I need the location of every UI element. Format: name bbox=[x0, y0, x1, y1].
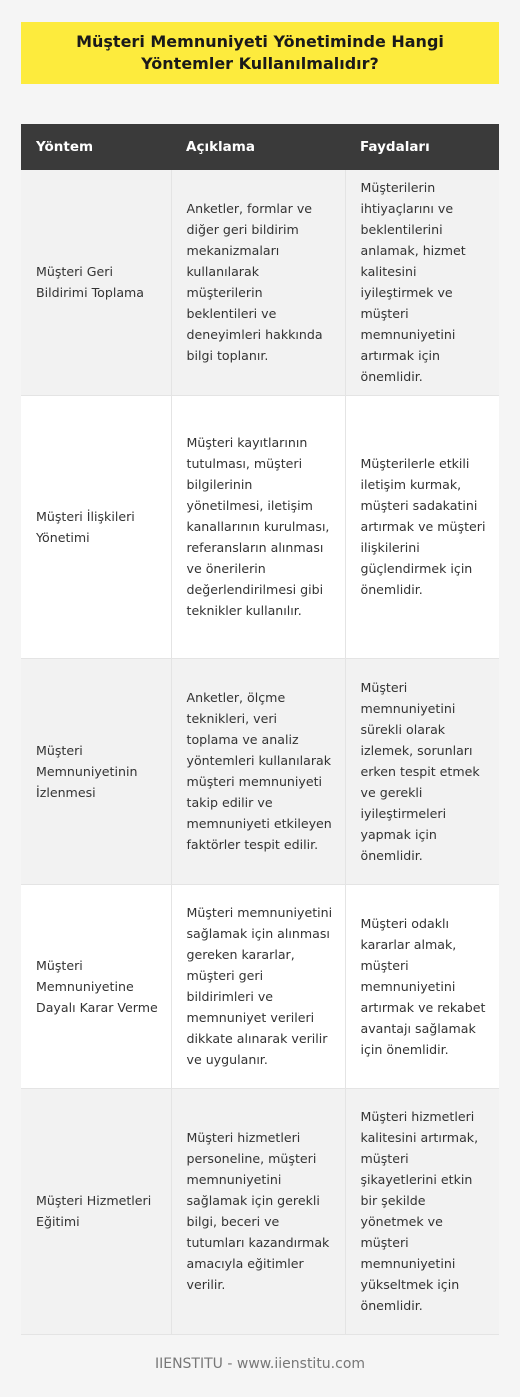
footer-credit: IIENSTITU - www.iienstitu.com bbox=[154, 1356, 366, 1372]
cell-description: Müşteri memnuniyetini sağlamak için alınması gereken kararlar, müşteri geri bildirimleri ve memnuniyet verileri dikkate alınarak verilir ve uygulanır. bbox=[171, 884, 345, 1088]
cell-description: Anketler, formlar ve diğer geri bildirim mekanizmaları kullanılarak müşterilerin beklentileri ve deneyimleri hakkında bilgi toplanır. bbox=[171, 170, 345, 395]
table-row bbox=[21, 1088, 499, 1334]
cell-benefits: Müşteri odaklı kararlar almak, müşteri memnuniyetini artırmak ve rekabet avantajı sağlamak için önemlidir. bbox=[345, 884, 499, 1088]
methods-table bbox=[21, 124, 499, 1335]
page-title: Müşteri Memnuniyeti Yönetiminde Hangi Yöntemler Kullanılmalıdır? bbox=[76, 32, 444, 73]
header-benefits: Faydaları bbox=[345, 124, 499, 170]
header-description: Açıklama bbox=[171, 124, 345, 170]
cell-method: Müşteri Memnuniyetine Dayalı Karar Verme bbox=[21, 884, 171, 1088]
cell-benefits: Müşteri hizmetleri kalitesini artırmak, müşteri şikayetlerini etkin bir şekilde yönetmek ve müşteri memnuniyetini yükseltmek için önemlidir. bbox=[345, 1088, 499, 1334]
cell-description: Müşteri hizmetleri personeline, müşteri memnuniyetini sağlamak için gerekli bilgi, beceri ve tutumları kazandırmak amacıyla eğitimler verilir. bbox=[171, 1088, 345, 1334]
cell-benefits: Müşterilerin ihtiyaçlarını ve beklentilerini anlamak, hizmet kalitesini iyileştirmek ve müşteri memnuniyetini artırmak için önemlidir. bbox=[345, 170, 499, 395]
header-method: Yöntem bbox=[21, 124, 171, 170]
title-banner bbox=[21, 22, 499, 84]
cell-description: Anketler, ölçme teknikleri, veri toplama ve analiz yöntemleri kullanılarak müşteri memnuniyeti takip edilir ve memnuniyeti etkileyen faktörler tespit edilir. bbox=[171, 658, 345, 884]
table-row bbox=[21, 884, 499, 1088]
cell-method: Müşteri Hizmetleri Eğitimi bbox=[21, 1088, 171, 1334]
cell-benefits: Müşteri memnuniyetini sürekli olarak izlemek, sorunları erken tespit etmek ve gerekli iyileştirmeleri yapmak için önemlidir. bbox=[345, 658, 499, 884]
cell-method: Müşteri İlişkileri Yönetimi bbox=[21, 395, 171, 658]
cell-benefits: Müşterilerle etkili iletişim kurmak, müşteri sadakatini artırmak ve müşteri ilişkilerini güçlendirmek için önemlidir. bbox=[345, 395, 499, 658]
table-header-row bbox=[21, 124, 499, 170]
table-row bbox=[21, 395, 499, 658]
table-row bbox=[21, 170, 499, 395]
cell-description: Müşteri kayıtlarının tutulması, müşteri bilgilerinin yönetilmesi, iletişim kanallarının kurulması, referansların alınması ve önerilerin değerlendirilmesi gibi teknikler kullanılır. bbox=[171, 395, 345, 658]
table-row bbox=[21, 658, 499, 884]
cell-method: Müşteri Memnuniyetinin İzlenmesi bbox=[21, 658, 171, 884]
cell-method: Müşteri Geri Bildirimi Toplama bbox=[21, 170, 171, 395]
